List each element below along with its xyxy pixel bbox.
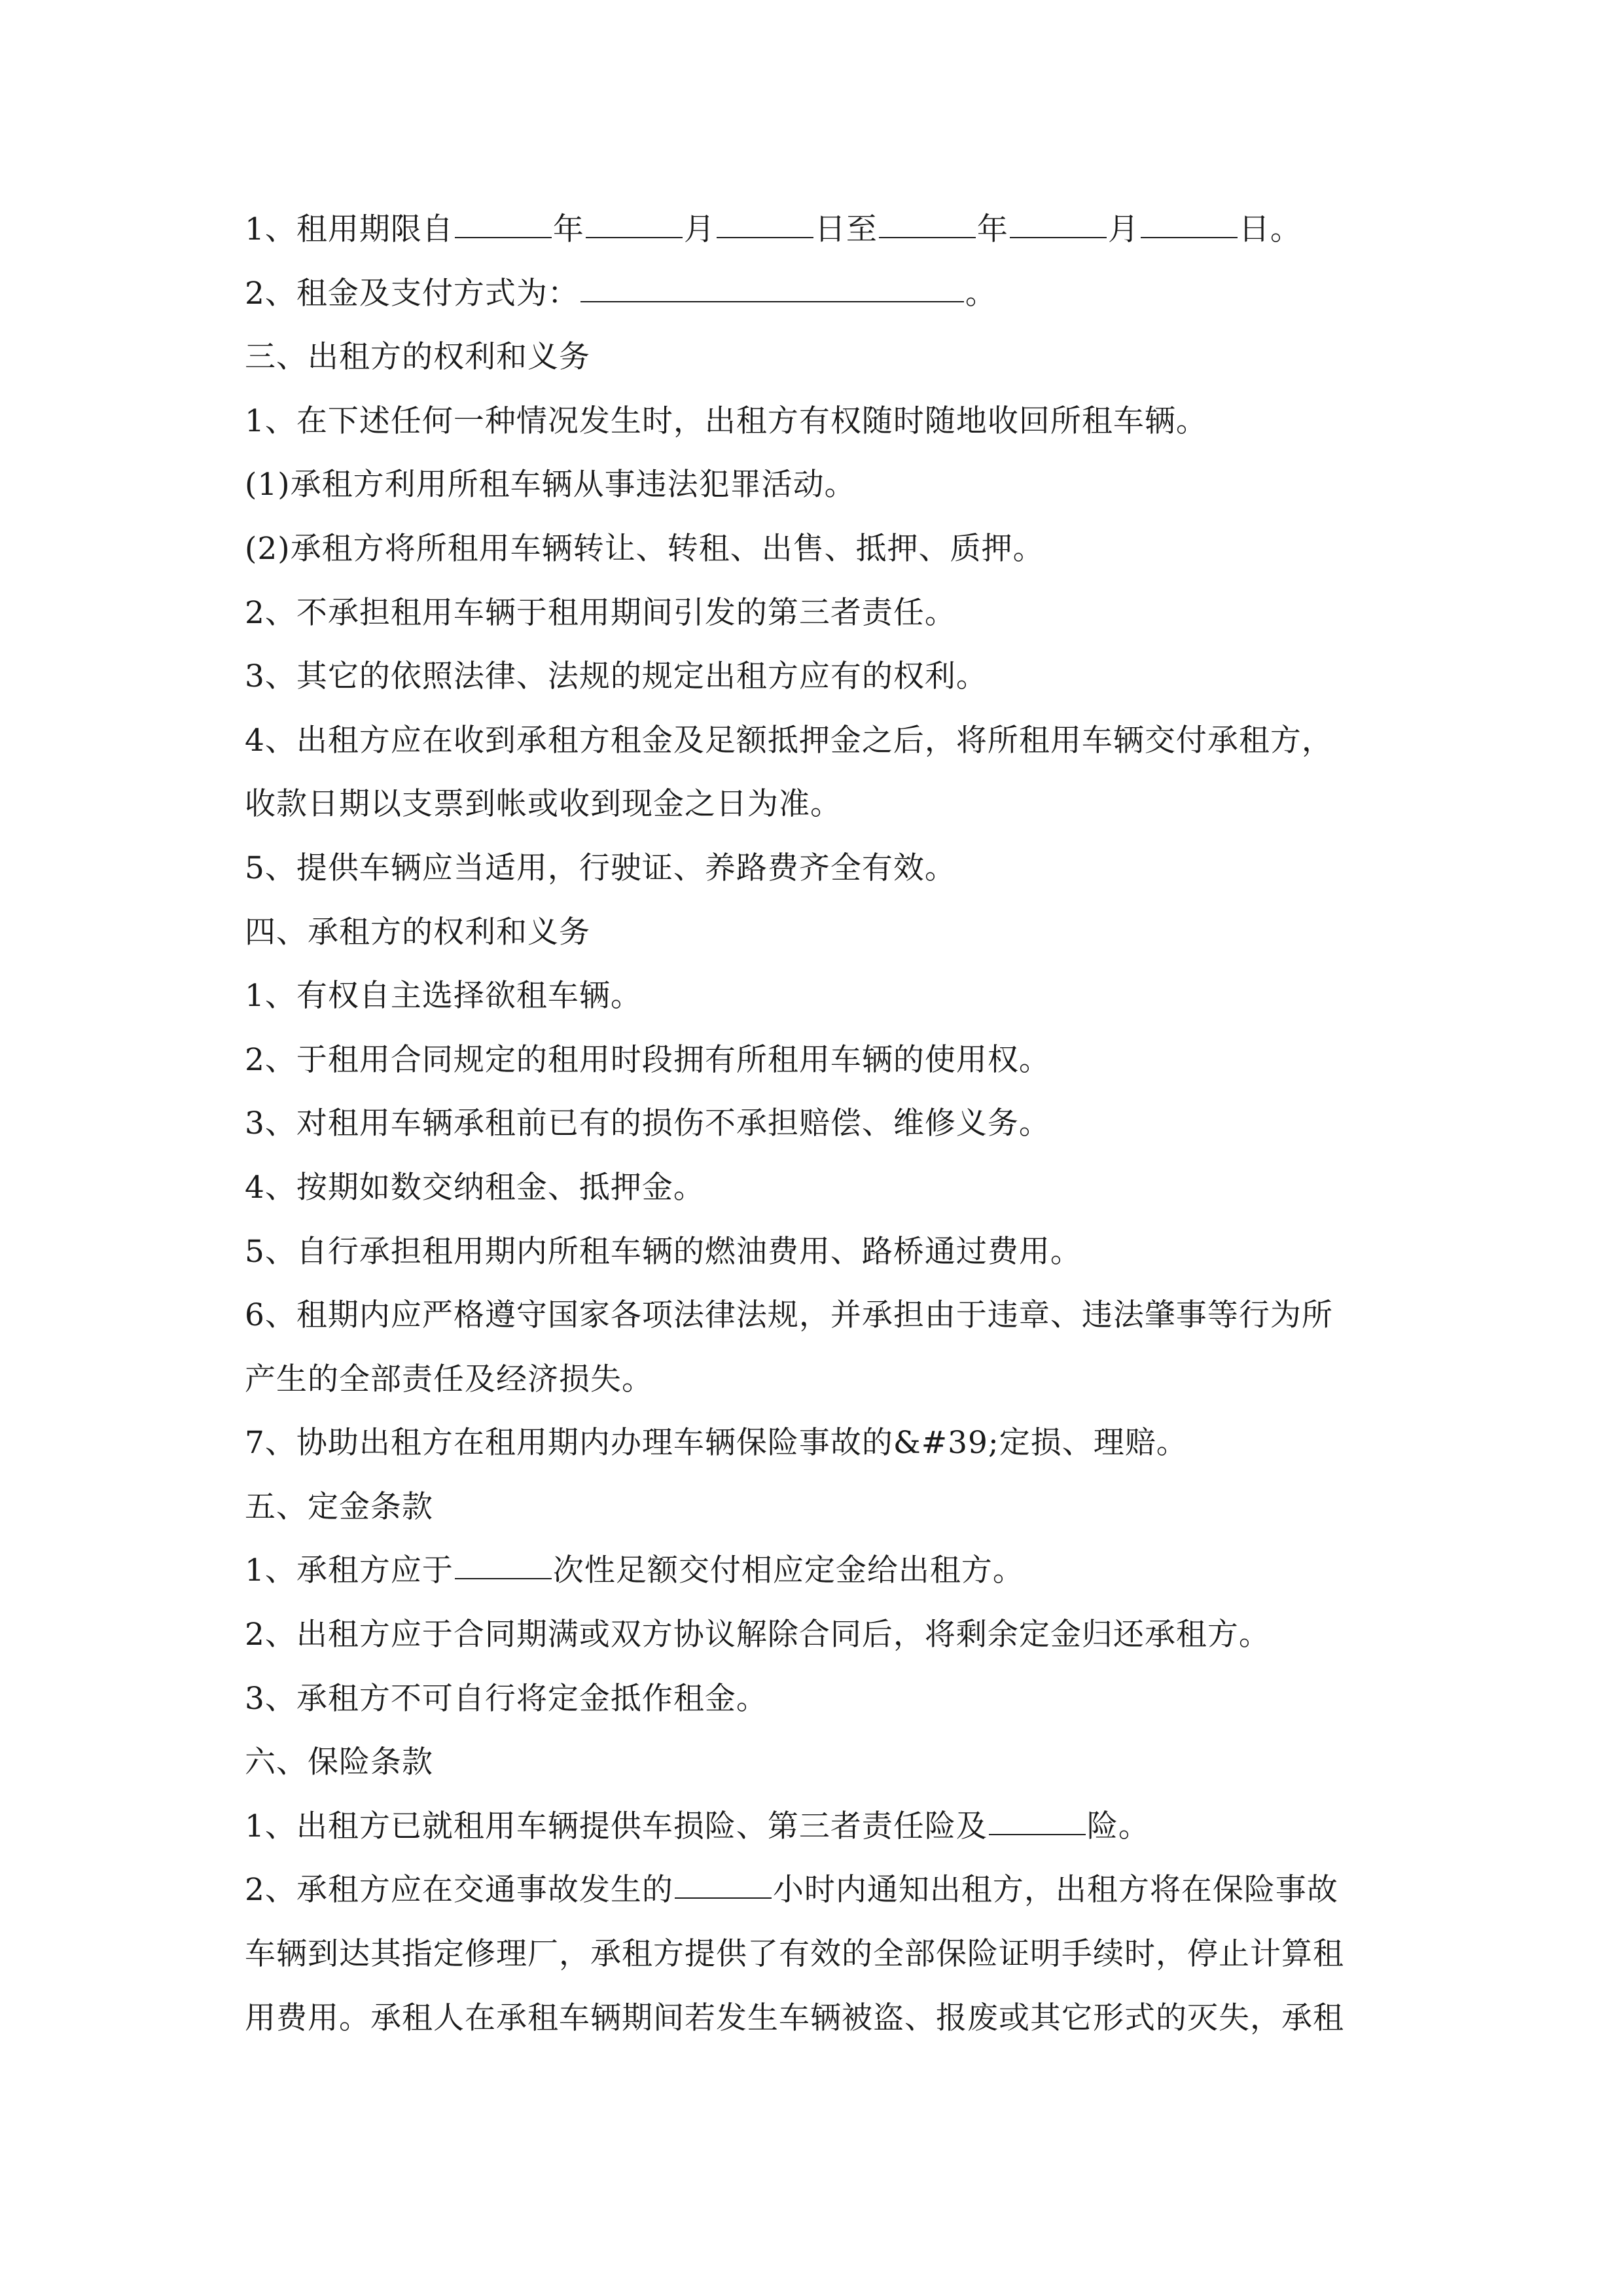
label-day-to: 日至 — [814, 211, 878, 247]
label-year: 年 — [976, 211, 1008, 247]
text-line: 2、出租方应于合同期满或双方协议解除合同后，将剩余定金归还承租方。 — [245, 1617, 1270, 1653]
label-month: 月 — [1107, 211, 1139, 247]
blank-deposit-times — [455, 1577, 552, 1579]
section-heading-lessee: 四、承租方的权利和义务 — [245, 914, 590, 950]
text-line: 收款日期以支票到帐或收到现金之日为准。 — [245, 786, 842, 823]
blank-end-day — [1141, 236, 1238, 238]
blank-start-day — [717, 236, 813, 238]
section-heading-lessor: 三、出租方的权利和义务 — [245, 339, 590, 376]
insurance-suffix: 险。 — [1086, 1808, 1150, 1844]
rent-payment-prefix: 2、租金及支付方式为： — [245, 275, 579, 312]
lease-term-prefix: 1、租用期限自 — [245, 211, 454, 247]
text-line-insurance-types — [245, 1795, 1391, 1859]
text-line: 车辆到达其指定修理厂，承租方提供了有效的全部保险证明手续时，停止计算租 — [245, 1936, 1344, 1973]
text-line: 1、在下述任何一种情况发生时，出租方有权随时随地收回所租车辆。 — [245, 403, 1207, 439]
deposit-prefix: 1、承租方应于 — [245, 1552, 454, 1589]
blank-end-year — [879, 236, 976, 238]
text-line: 3、对租用车辆承租前已有的损伤不承担赔偿、维修义务。 — [245, 1105, 1050, 1142]
deposit-suffix: 次性足额交付相应定金给出租方。 — [552, 1552, 1024, 1589]
text-line: 2、于租用合同规定的租用时段拥有所租用车辆的使用权。 — [245, 1041, 1050, 1078]
text-line: 3、承租方不可自行将定金抵作租金。 — [245, 1680, 768, 1717]
text-line: 产生的全部责任及经济损失。 — [245, 1361, 653, 1397]
text-line: 4、出租方应在收到承租方租金及足额抵押金之后，将所租用车辆交付承租方， — [245, 722, 1333, 759]
blank-rent-payment — [580, 300, 964, 302]
blank-insurance-type — [989, 1833, 1086, 1835]
text-line: 5、提供车辆应当适用，行驶证、养路费齐全有效。 — [245, 850, 956, 886]
label-day-end: 日。 — [1238, 211, 1302, 247]
document-body — [245, 198, 1391, 2050]
blank-start-month — [586, 236, 683, 238]
section-heading-deposit: 五、定金条款 — [245, 1488, 433, 1525]
text-line: 7、协助出租方在租用期内办理车辆保险事故的&#39;定损、理赔。 — [245, 1425, 1188, 1462]
blank-start-year — [455, 236, 552, 238]
accident-suffix: 小时内通知出租方，出租方将在保险事故 — [772, 1872, 1338, 1909]
text-line-lease-term — [245, 198, 1391, 262]
insurance-prefix: 1、出租方已就租用车辆提供车损险、第三者责任险及 — [245, 1808, 988, 1844]
label-year: 年 — [552, 211, 584, 247]
label-month: 月 — [683, 211, 715, 247]
text-line: 用费用。承租人在承租车辆期间若发生车辆被盗、报废或其它形式的灭失，承租 — [245, 2000, 1344, 2036]
text-line-deposit-payment — [245, 1539, 1391, 1603]
text-line: 2、不承担租用车辆于租用期间引发的第三者责任。 — [245, 594, 956, 631]
blank-end-month — [1010, 236, 1107, 238]
text-line: (1)承租方利用所租车辆从事违法犯罪活动。 — [245, 467, 856, 503]
text-line: 3、其它的依照法律、法规的规定出租方应有的权利。 — [245, 658, 988, 695]
text-line: 5、自行承担租用期内所租车辆的燃油费用、路桥通过费用。 — [245, 1233, 1082, 1270]
text-line: (2)承租方将所租用车辆转让、转租、出售、抵押、质押。 — [245, 530, 1044, 567]
text-line-accident-notice — [245, 1858, 1391, 1922]
text-line: 6、租期内应严格遵守国家各项法律法规，并承担由于违章、违法肇事等行为所 — [245, 1297, 1333, 1334]
text-line-rent-payment — [245, 262, 1391, 326]
section-heading-insurance: 六、保险条款 — [245, 1744, 433, 1781]
rent-payment-suffix: 。 — [965, 275, 997, 312]
accident-prefix: 2、承租方应在交通事故发生的 — [245, 1872, 673, 1909]
text-line: 4、按期如数交纳租金、抵押金。 — [245, 1169, 705, 1206]
text-line: 1、有权自主选择欲租车辆。 — [245, 978, 642, 1014]
blank-notice-hours — [675, 1897, 772, 1899]
